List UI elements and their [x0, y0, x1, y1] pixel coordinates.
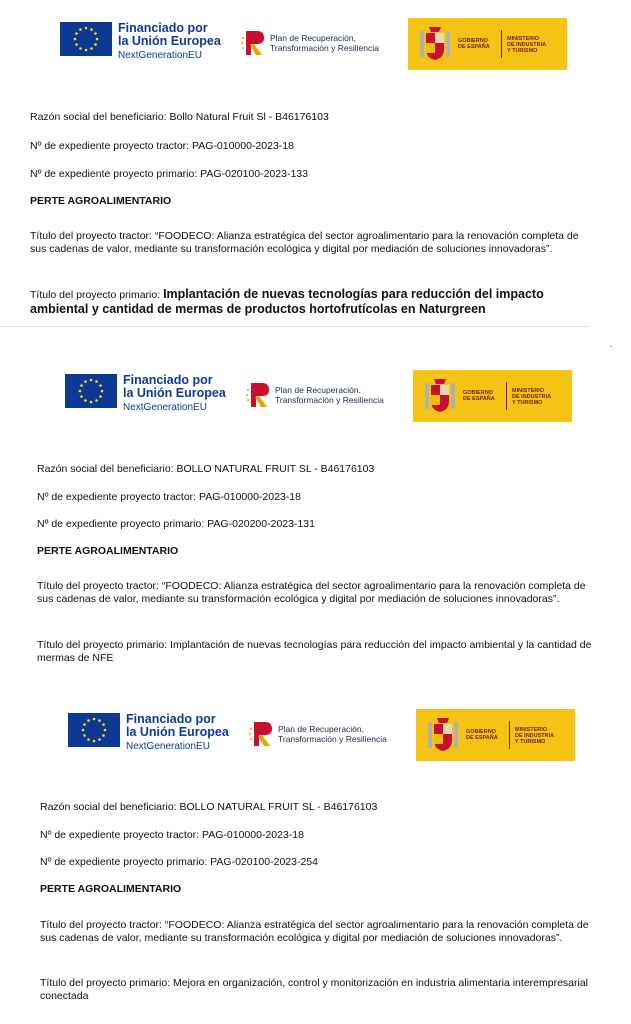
razon-social: Razón social del beneficiario: BOLLO NATURAL FRUIT SL - B46176103 — [40, 801, 378, 813]
expediente-tractor: Nº de expediente proyecto tractor: PAG-010000-2023-18 — [30, 140, 294, 152]
document-block-2 — [35, 370, 631, 426]
expediente-primario: Nº de expediente proyecto primario: PAG-020100-2023-254 — [40, 856, 318, 868]
expediente-tractor: Nº de expediente proyecto tractor: PAG-010000-2023-18 — [40, 829, 304, 841]
ministerio-line2: DE INDUSTRIA — [512, 394, 552, 400]
eu-title-line2: la Unión Europea — [126, 725, 229, 739]
eu-title-line2: la Unión Europea — [118, 34, 221, 48]
gobierno-separator — [509, 721, 510, 749]
titulo-tractor: Título del proyecto tractor: “FOODECO: Alianza estratégica del sector agroalimentario para la renovación completa de sus cadenas de valor, mediante su transformación ecológica y digital por mediación de soluciones innovadoras”. — [37, 580, 586, 605]
eu-flag-icon — [65, 374, 117, 408]
titulo-tractor: Título del proyecto tractor: “FOODECO: Alianza estratégica del sector agroalimentario para la renovación completa de sus cadenas de valor, mediante su transformación ecológica y digital por mediación de soluciones innovadoras”. — [40, 919, 589, 944]
eu-title-line1: Financiado por — [123, 373, 213, 387]
gobierno-logo — [408, 18, 567, 70]
expediente-primario: Nº de expediente proyecto primario: PAG-020200-2023-131 — [37, 518, 315, 530]
titulo-primario — [30, 287, 590, 317]
prtr-line1: Plan de Recuperación, — [270, 33, 357, 43]
ministerio-line2: DE INDUSTRIA — [515, 733, 555, 739]
expediente-tractor: Nº de expediente proyecto tractor: PAG-010000-2023-18 — [37, 491, 301, 503]
eu-logo — [60, 22, 221, 62]
ministerio-line2: DE INDUSTRIA — [507, 42, 547, 48]
gobierno-separator — [501, 30, 502, 58]
prtr-line2: Transformación y Resiliencia — [275, 395, 384, 405]
eu-logo — [65, 374, 226, 414]
prtr-logo — [248, 719, 387, 749]
ministerio-line1: MINISTERIO — [515, 727, 548, 733]
razon-social: Razón social del beneficiario: Bollo Natural Fruit Sl - B46176103 — [30, 111, 329, 123]
ministerio-line1: MINISTERIO — [507, 36, 540, 42]
eu-subtitle: NextGenerationEU — [118, 50, 202, 61]
titulo-tractor: Título del proyecto tractor: “FOODECO: Alianza estratégica del sector agroalimentario para la renovación completa de sus cadenas de valor, mediante su transformación ecológica y digital por mediación de soluciones innovadoras”. — [30, 230, 579, 255]
logo-banner — [30, 18, 630, 74]
logo-banner — [38, 709, 631, 765]
stray-mark — [610, 346, 612, 347]
expediente-primario: Nº de expediente proyecto primario: PAG-020100-2023-133 — [30, 168, 308, 180]
eu-flag-icon — [68, 713, 120, 747]
titulo-primario-value: Implantación de nuevas tecnologías para reducción del impacto ambiental y cantidad de mermas de productos hortofrutícolas en Naturgreen — [30, 287, 544, 316]
prtr-line1: Plan de Recuperación, — [278, 724, 365, 734]
eu-logo — [68, 713, 229, 753]
ministerio-line3: Y TURISMO — [507, 48, 538, 54]
prtr-line2: Transformación y Resiliencia — [270, 43, 379, 53]
perte-heading: PERTE AGROALIMENTARIO — [40, 883, 182, 895]
prtr-logo — [240, 28, 379, 58]
eu-title-line1: Financiado por — [118, 21, 208, 35]
eu-subtitle: NextGenerationEU — [123, 402, 207, 413]
eu-flag-icon — [60, 22, 112, 56]
titulo-primario: Título del proyecto primario: Implantación de nuevas tecnologías para reducción del impacto ambiental y la cantidad de mermas de NFE — [37, 639, 592, 664]
prtr-icon — [248, 719, 274, 749]
gobierno-logo — [416, 709, 575, 761]
ministerio-line3: Y TURISMO — [512, 400, 543, 406]
eu-title-line1: Financiado por — [126, 712, 216, 726]
coat-of-arms-icon — [423, 377, 457, 415]
logo-banner — [35, 370, 631, 426]
prtr-icon — [240, 28, 266, 58]
gobierno-logo — [413, 370, 572, 422]
perte-heading: PERTE AGROALIMENTARIO — [30, 195, 172, 207]
gobierno-line1: GOBIERNO — [458, 38, 488, 44]
section-divider — [0, 326, 590, 327]
document-block-1 — [30, 18, 630, 74]
prtr-line2: Transformación y Resiliencia — [278, 734, 387, 744]
titulo-primario: Título del proyecto primario: Mejora en organización, control y monitorización en industria alimentaria interempresarial conectada — [40, 977, 589, 1002]
prtr-icon — [245, 380, 271, 410]
document-block-3 — [38, 709, 631, 765]
titulo-primario-label: Título del proyecto primario: — [30, 289, 164, 301]
gobierno-line2: DE ESPAÑA — [466, 735, 498, 741]
razon-social: Razón social del beneficiario: BOLLO NATURAL FRUIT SL - B46176103 — [37, 463, 375, 475]
eu-subtitle: NextGenerationEU — [126, 741, 210, 752]
gobierno-line2: DE ESPAÑA — [463, 396, 495, 402]
prtr-logo — [245, 380, 384, 410]
gobierno-line2: DE ESPAÑA — [458, 44, 490, 50]
gobierno-line1: GOBIERNO — [466, 729, 496, 735]
gobierno-line1: GOBIERNO — [463, 390, 493, 396]
eu-title-line2: la Unión Europea — [123, 386, 226, 400]
prtr-line1: Plan de Recuperación, — [275, 385, 362, 395]
coat-of-arms-icon — [418, 25, 452, 63]
perte-heading: PERTE AGROALIMENTARIO — [37, 545, 179, 557]
coat-of-arms-icon — [426, 716, 460, 754]
ministerio-line3: Y TURISMO — [515, 739, 546, 745]
ministerio-line1: MINISTERIO — [512, 388, 545, 394]
gobierno-separator — [506, 382, 507, 410]
